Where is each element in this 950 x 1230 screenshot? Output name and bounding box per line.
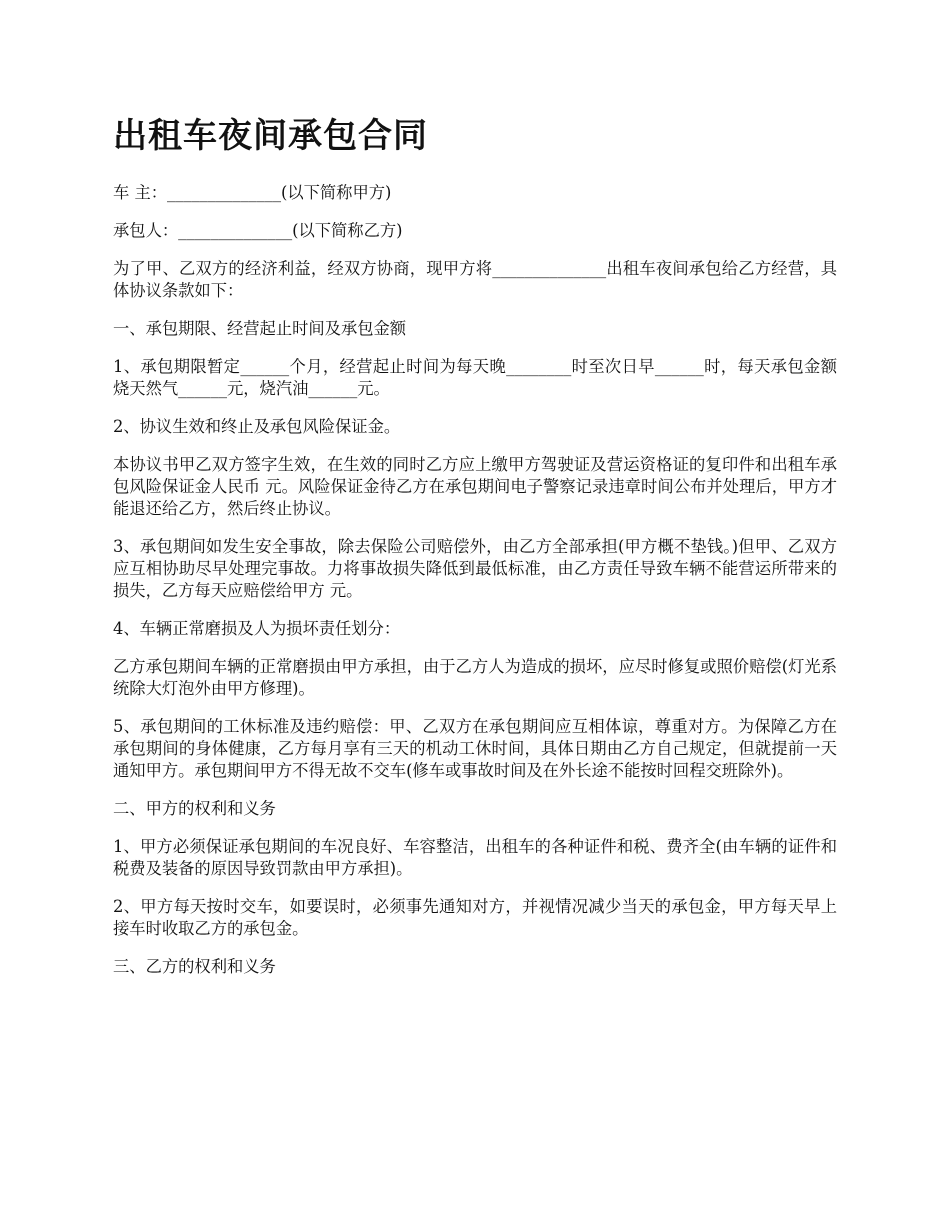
document-page (113, 112, 837, 994)
section-heading-1: 一、承包期限、经营起止时间及承包金额 (113, 319, 407, 338)
clause-1-2-body: 本协议书甲乙双方签字生效，在生效的同时乙方应上缴甲方驾驶证及营运资格证的复印件和出租车承包风险保证金人民币 元。风险保证金待乙方在承包期间电子警察记录违章时间公布并处理后，甲方才能退还给乙方，然后终止协议。 (113, 455, 837, 518)
clause-2-1: 1、甲方必须保证承包期间的车况良好、车容整洁，出租车的各种证件和税、费齐全(由车辆的证件和税费及装备的原因导致罚款由甲方承担)。 (113, 837, 837, 878)
party-b-line: 承包人：______________(以下简称乙方) (113, 221, 403, 240)
clause-2-2: 2、甲方每天按时交车，如要误时，必须事先通知对方，并视情况减少当天的承包金，甲方每天早上接车时收取乙方的承包金。 (113, 897, 837, 938)
clause-1-4-body: 乙方承包期间车辆的正常磨损由甲方承担，由于乙方人为造成的损坏，应尽时修复或照价赔偿(灯光系统除大灯泡外由甲方修理)。 (113, 657, 837, 698)
clause-1-2: 2、协议生效和终止及承包风险保证金。 (113, 417, 401, 436)
clause-1-3: 3、承包期间如发生安全事故，除去保险公司赔偿外，由乙方全部承担(甲方概不垫钱。)但甲、乙双方应互相协助尽早处理完事故。力将事故损失降低到最低标准，由乙方责任导致车辆不能营运所带来的损失，乙方每天应赔偿给甲方 元。 (113, 537, 837, 600)
clause-1-5: 5、承包期间的工休标准及违约赔偿：甲、乙双方在承包期间应互相体谅，尊重对方。为保障乙方在承包期间的身体健康，乙方每月享有三天的机动工休时间，具体日期由乙方自己规定，但就提前一天通知甲方。承包期间甲方不得无故不交车(修车或事故时间及在外长途不能按时回程交班除外)。 (113, 717, 837, 780)
party-a-line: 车 主：______________(以下简称甲方) (113, 183, 392, 202)
document-title: 出租车夜间承包合同 (113, 116, 428, 156)
section-heading-2: 二、甲方的权利和义务 (113, 799, 276, 818)
preamble-paragraph: 为了甲、乙双方的经济利益，经双方协商，现甲方将______________出租车夜间承包给乙方经营，具体协议条款如下： (113, 259, 837, 300)
clause-1-1: 1、承包期限暂定______个月，经营起止时间为每天晚________时至次日早______时，每天承包金额烧天然气______元，烧汽油______元。 (113, 357, 837, 398)
section-heading-3: 三、乙方的权利和义务 (113, 957, 276, 976)
clause-1-4: 4、车辆正常磨损及人为损坏责任划分： (113, 619, 401, 638)
